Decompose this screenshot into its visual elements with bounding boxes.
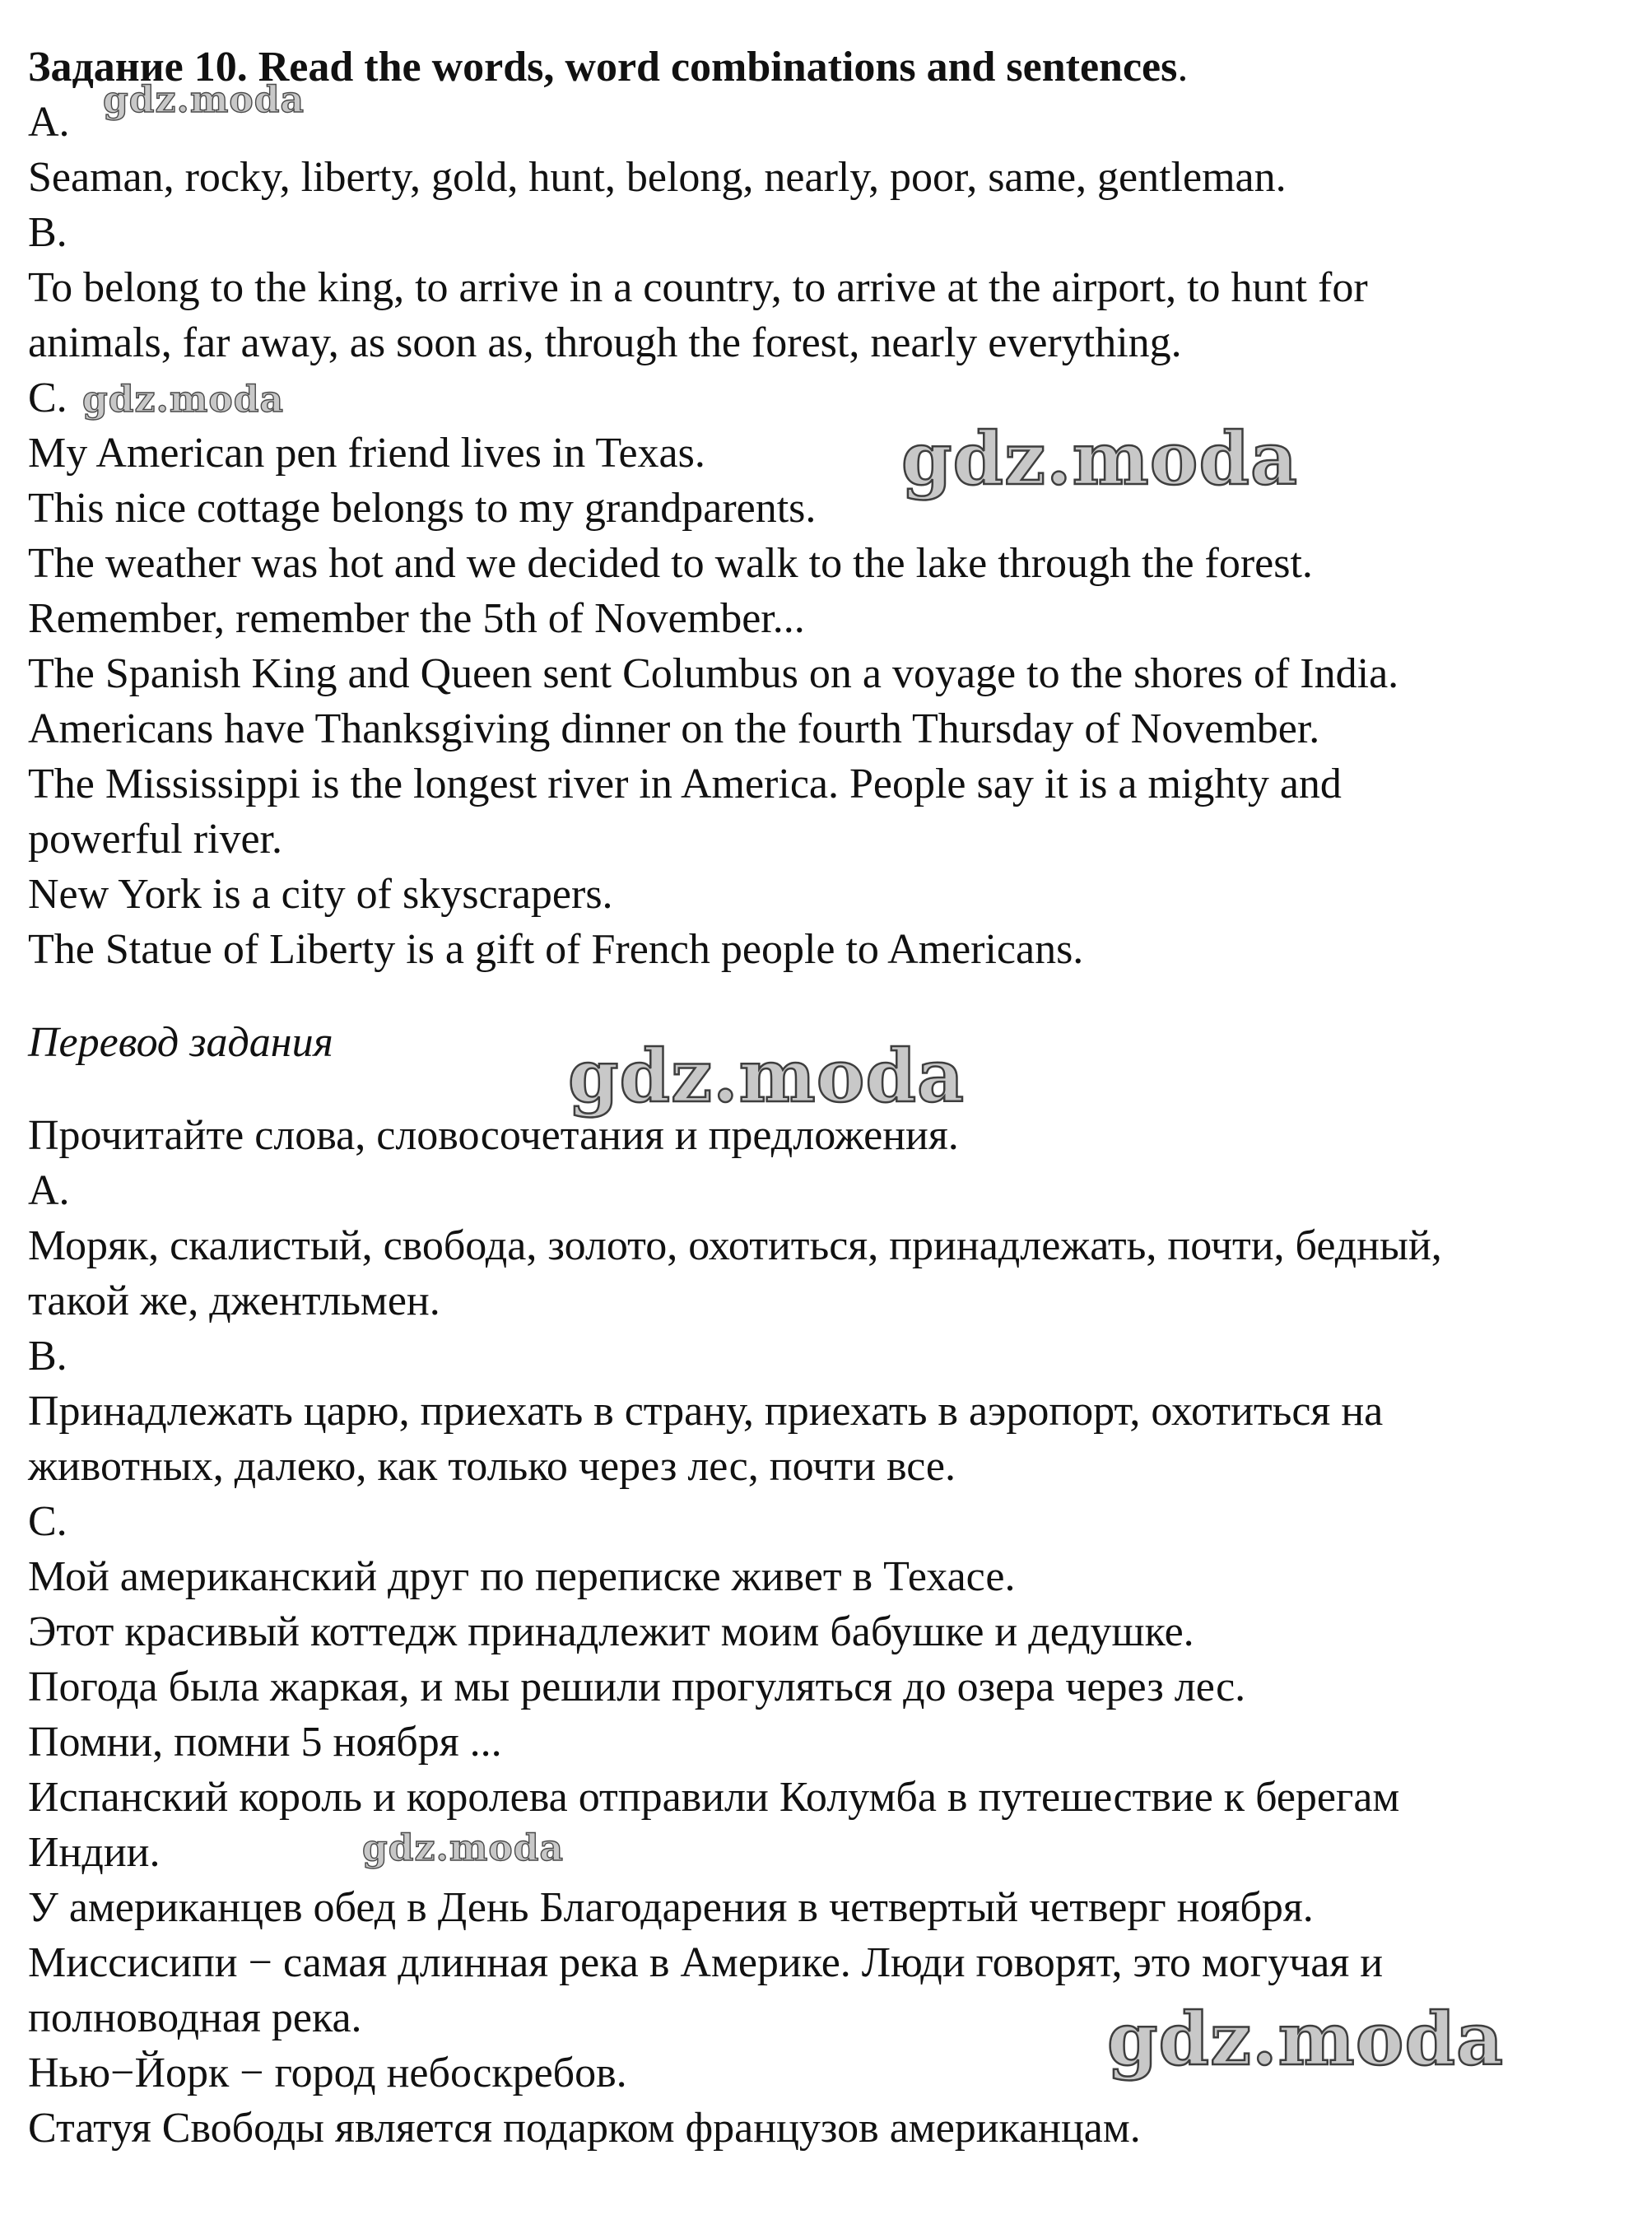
translation-heading: Перевод задания (28, 1019, 333, 1066)
english-c-sentence: The Spanish King and Queen sent Columbus on a voyage to the shores of India. (28, 650, 1399, 697)
section-spacer (28, 1070, 1633, 1108)
english-c-sentence: Americans have Thanksgiving dinner on the fourth Thursday of November. (28, 705, 1320, 752)
english-c-sentence: The Statue of Liberty is a gift of French people to Americans. (28, 926, 1084, 973)
translation-c-sentence: Нью−Йорк − город небоскребов. (28, 2050, 627, 2096)
english-label-a: A. (28, 99, 70, 146)
english-label-b: B. (28, 209, 67, 256)
translation-label-a: A. (28, 1167, 70, 1214)
document-page (28, 40, 1633, 2156)
watermark: gdz.moda (103, 79, 305, 121)
translation-label-c: C. (28, 1498, 67, 1545)
translation-label-b: B. (28, 1333, 67, 1380)
english-c-sentence: powerful river. (28, 816, 283, 863)
translation-b-line: Принадлежать царю, приехать в страну, приехать в аэропорт, охотиться на (28, 1388, 1384, 1435)
english-c-sentence: Remember, remember the 5th of November... (28, 595, 805, 642)
translation-a-line: Моряк, скалистый, свобода, золото, охотиться, принадлежать, почти, бедный, (28, 1222, 1442, 1269)
translation-a-line: такой же, джентльмен. (28, 1277, 440, 1324)
translation-c-sentence: Миссисипи − самая длинная река в Америке. Люди говорят, это могучая и (28, 1939, 1384, 1986)
english-a-words: Seaman, rocky, liberty, gold, hunt, belong, nearly, poor, same, gentleman. (28, 154, 1287, 201)
translation-c-sentence: У американцев обед в День Благодарения в четвертый четверг ноября. (28, 1884, 1314, 1931)
translation-c-sentence: Помни, помни 5 ноября ... (28, 1719, 502, 1766)
english-c-sentence: The Mississippi is the longest river in America. People say it is a mighty and (28, 761, 1342, 807)
translation-c-sentence: Погода была жаркая, и мы решили прогуляться до озера через лес. (28, 1664, 1246, 1710)
english-b-line: To belong to the king, to arrive in a country, to arrive at the airport, to hunt for (28, 264, 1368, 311)
translation-c-sentence: Статуя Свободы является подарком французов американцам. (28, 2105, 1141, 2152)
english-c-sentence: This nice cottage belongs to my grandparents. (28, 485, 817, 532)
watermark: gdz.moda (362, 1827, 565, 1869)
translation-c-sentence: Индии. (28, 1829, 161, 1876)
translation-b-line: животных, далеко, как только через лес, почти все. (28, 1443, 956, 1490)
translation-c-sentence: Испанский король и королева отправили Колумба в путешествие к берегам (28, 1774, 1400, 1821)
english-label-c: C. (28, 375, 67, 421)
english-c-sentence: New York is a city of skyscrapers. (28, 871, 613, 918)
watermark: gdz.moda (82, 379, 285, 421)
english-c-sentence: The weather was hot and we decided to walk to the lake through the forest. (28, 540, 1313, 587)
task-heading: Задание 10. Read the words, word combinations and sentences. (28, 44, 1189, 91)
translation-c-sentence: полноводная река. (28, 1994, 362, 2041)
english-c-sentence: My American pen friend lives in Texas. (28, 430, 705, 477)
translation-c-sentence: Этот красивый коттедж принадлежит моим бабушке и дедушке. (28, 1608, 1194, 1655)
section-spacer (28, 977, 1633, 1015)
watermark: gdz.moda (901, 416, 1299, 501)
watermark: gdz.moda (568, 1033, 966, 1119)
english-b-line: animals, far away, as soon as, through the forest, nearly everything. (28, 319, 1182, 366)
translation-instruction: Прочитайте слова, словосочетания и предложения. (28, 1112, 959, 1159)
watermark: gdz.moda (1107, 1996, 1505, 2082)
translation-c-sentence: Мой американский друг по переписке живет в Техасе. (28, 1553, 1016, 1600)
